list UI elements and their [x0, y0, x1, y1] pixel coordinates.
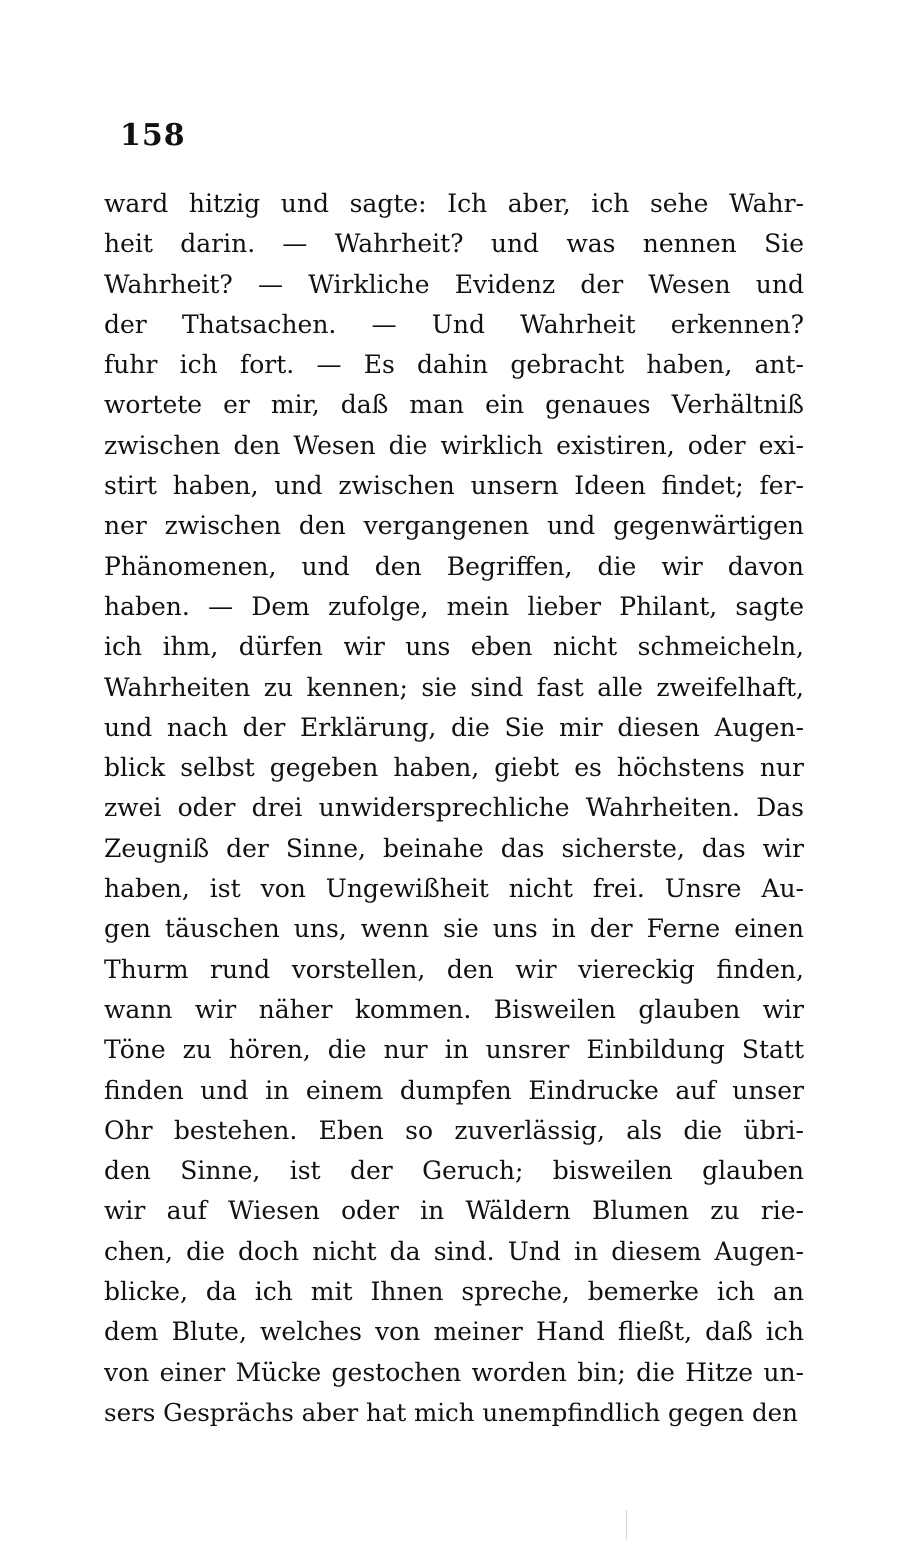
- text-line: stirt haben, und zwischen unsern Ideen findet; fer-: [104, 471, 804, 501]
- text-line: und nach der Erklärung, die Sie mir diesen Augen-: [104, 712, 804, 742]
- page-edge-mark: [626, 1510, 627, 1540]
- text-line: dem Blute, welches von meiner Hand fließt, daß ich: [104, 1317, 804, 1347]
- text-line: fuhr ich fort. — Es dahin gebracht haben, ant-: [104, 350, 804, 380]
- body-text: [104, 184, 804, 1433]
- text-line: Thurm rund vorstellen, den wir viereckig finden,: [104, 954, 804, 984]
- text-line: finden und in einem dumpfen Eindrucke auf unser: [104, 1075, 804, 1105]
- text-line: chen, die doch nicht da sind. Und in diesem Augen-: [104, 1236, 804, 1266]
- text-line: sers Gesprächs aber hat mich unempfindlich gegen den: [104, 1397, 798, 1427]
- text-line: haben, ist von Ungewißheit nicht frei. Unsre Au-: [104, 874, 804, 904]
- text-line: der Thatsachen. — Und Wahrheit erkennen?: [104, 309, 804, 339]
- text-line: wortete er mir, daß man ein genaues Verhältniß: [104, 390, 804, 420]
- text-line: gen täuschen uns, wenn sie uns in der Ferne einen: [104, 914, 804, 944]
- text-line: wir auf Wiesen oder in Wäldern Blumen zu rie-: [104, 1196, 804, 1226]
- text-line: ich ihm, dürfen wir uns eben nicht schmeicheln,: [104, 632, 804, 662]
- text-line: ner zwischen den vergangenen und gegenwärtigen: [104, 511, 804, 541]
- text-line: wann wir näher kommen. Bisweilen glauben wir: [104, 994, 804, 1024]
- text-line: ward hitzig und sagte: Ich aber, ich sehe Wahr-: [104, 189, 804, 218]
- text-line: Zeugniß der Sinne, beinahe das sicherste, das wir: [104, 833, 804, 863]
- text-line: Töne zu hören, die nur in unsrer Einbildung Statt: [104, 1035, 804, 1065]
- page-number: 158: [120, 118, 186, 153]
- text-line: Phänomenen, und den Begriffen, die wir davon: [104, 551, 804, 581]
- text-line: zwischen den Wesen die wirklich existiren, oder exi-: [104, 430, 804, 460]
- text-line: den Sinne, ist der Geruch; bisweilen glauben: [104, 1156, 804, 1186]
- text-line: haben. — Dem zufolge, mein lieber Philant, sagte: [104, 591, 804, 621]
- text-line: von einer Mücke gestochen worden bin; die Hitze un-: [104, 1357, 804, 1387]
- text-line: blicke, da ich mit Ihnen spreche, bemerke ich an: [104, 1277, 804, 1307]
- text-line: zwei oder drei unwidersprechliche Wahrheiten. Das: [104, 793, 804, 823]
- text-line: Ohr bestehen. Eben so zuverlässig, als die übri-: [104, 1115, 804, 1145]
- text-line: Wahrheiten zu kennen; sie sind fast alle zweifelhaft,: [104, 672, 804, 702]
- text-line: heit darin. — Wahrheit? und was nennen Sie: [104, 229, 804, 259]
- text-line: Wahrheit? — Wirkliche Evidenz der Wesen und: [104, 269, 804, 299]
- text-line: blick selbst gegeben haben, giebt es höchstens nur: [104, 753, 804, 783]
